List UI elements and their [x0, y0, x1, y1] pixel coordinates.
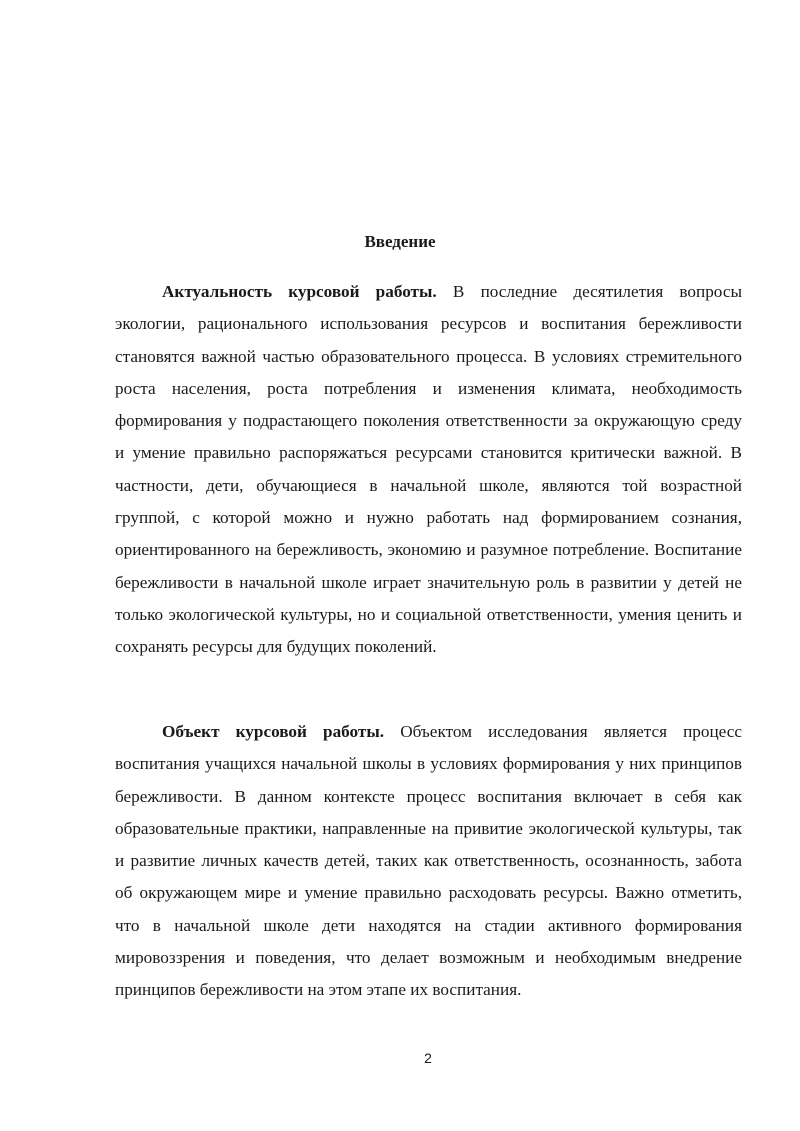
paragraph-text-object: Объектом исследования является процесс воспитания учащихся начальной школы в условиях формирования у них принципов бережливости. В данном контексте процесс воспитания включает в себя как образовательные практики, направленные на привитие экологической культуры, так и развитие личных качеств детей, таких как ответственность, осознанность, забота об окружающем мире и умение правильно расходовать ресурсы. Важно отметить, что в начальной школе дети находятся на стадии активного формирования мировоззрения и поведения, что делает возможным и необходимым внедрение принципов бережливости на этом этапе их воспитания.	[115, 722, 742, 1000]
page-title: Введение	[364, 232, 436, 251]
paragraph-text-relevance: В последние десятилетия вопросы экологии, рационального использования ресурсов и воспитания бережливости становятся важной частью образовательного процесса. В условиях стремительного роста населения, роста потребления и изменения климата, необходимость формирования у подрастающего поколения ответственности за окружающую среду и умение правильно распоряжаться ресурсами становится критически важной. В частности, дети, обучающиеся в начальной школе, являются той возрастной группой, с которой можно и нужно работать над формированием сознания, ориентированного на бережливость, экономию и разумное потребление. Воспитание бережливости в начальной школе играет значительную роль в развитии у детей не только экологической культуры, но и социальной ответственности, умения ценить и сохранять ресурсы для будущих поколений.	[115, 282, 742, 657]
paragraph-lead-object: Объект курсовой работы.	[162, 722, 385, 741]
paragraph-relevance	[115, 276, 742, 664]
page-number: 2	[424, 1050, 432, 1066]
paragraph-lead-relevance: Актуальность курсовой работы.	[162, 282, 437, 301]
paragraph-object	[115, 716, 742, 1007]
